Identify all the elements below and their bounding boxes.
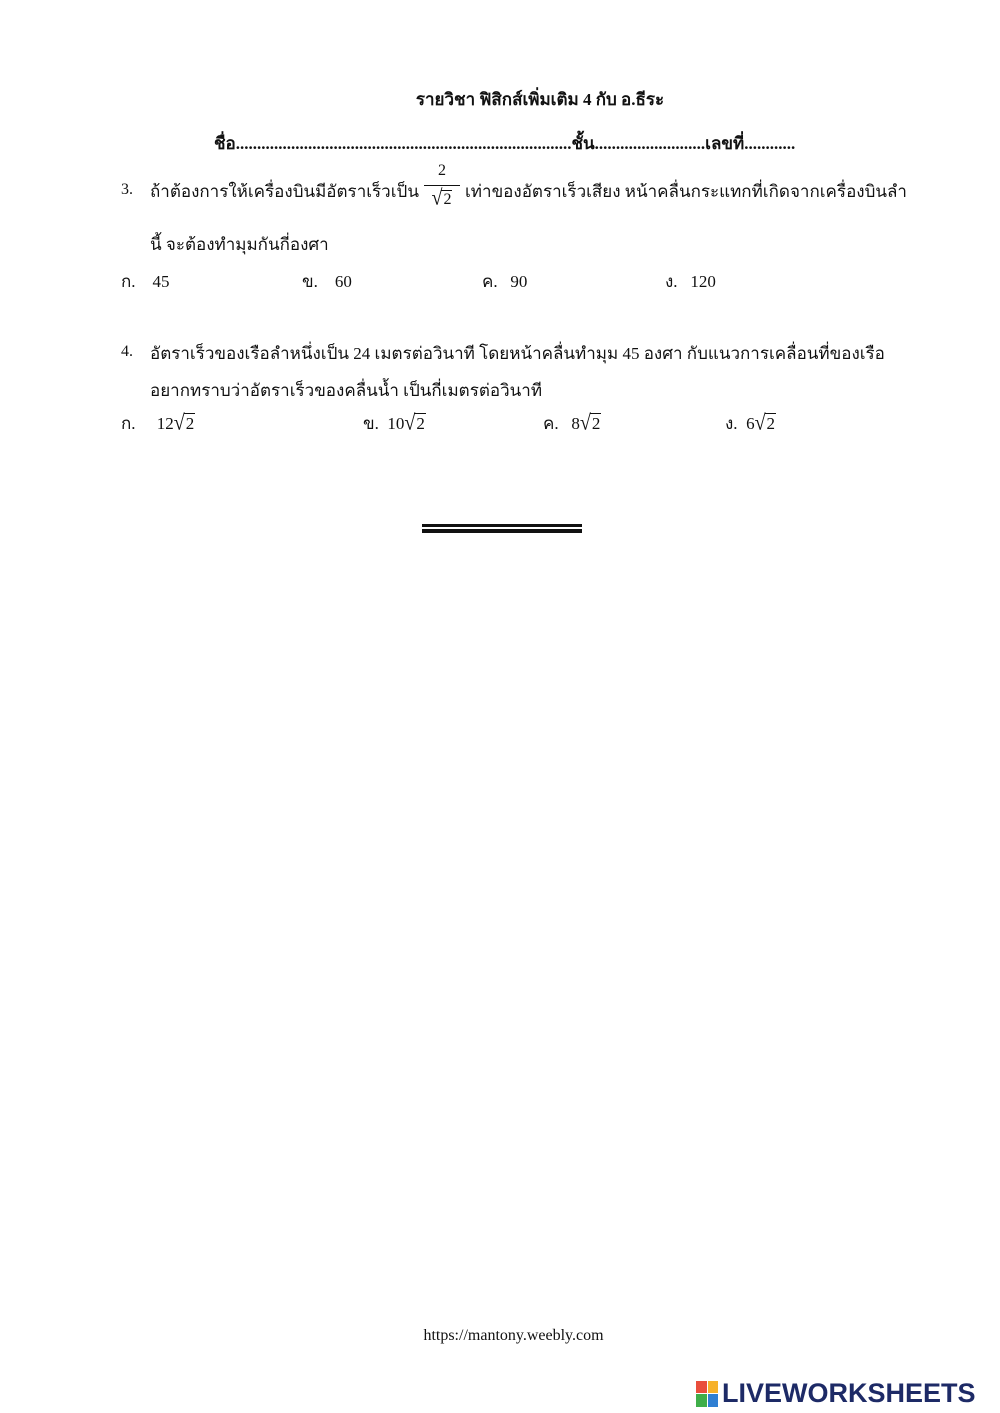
question-4-option-c[interactable] xyxy=(543,410,601,437)
option-label: ง. xyxy=(725,414,738,433)
question-3-text-before: ถ้าต้องการให้เครื่องบินมีอัตราเร็วเป็น xyxy=(150,182,419,201)
question-3-option-d[interactable] xyxy=(665,268,716,295)
question-4-option-a[interactable] xyxy=(121,410,195,437)
logo-tile xyxy=(708,1394,719,1407)
option-label: ค. xyxy=(543,414,559,433)
question-4-line-2: อยากทราบว่าอัตราเร็วของคลื่นน้ำ เป็นกี่เมตรต่อวินาที xyxy=(150,381,543,400)
sqrt-symbol xyxy=(404,410,425,436)
liveworksheets-brand[interactable] xyxy=(696,1378,976,1409)
worksheet-title: รายวิชา ฟิสิกส์เพิ่มเติม 4 กับ อ.ธีระ xyxy=(415,90,665,109)
option-coefficient: 6 xyxy=(746,414,755,433)
sqrt-symbol xyxy=(579,410,601,436)
question-4-number: 4. xyxy=(121,343,133,360)
radicand: 2 xyxy=(185,414,195,433)
sqrt-symbol xyxy=(173,410,195,436)
radical-sign: √ xyxy=(579,410,591,436)
option-value: 60 xyxy=(334,272,352,291)
question-3-text-after: เท่าของอัตราเร็วเสียง หน้าคลื่นกระแทกที่เกิดจากเครื่องบินลำ xyxy=(465,182,907,201)
question-3-option-c[interactable] xyxy=(482,268,527,295)
sqrt-symbol xyxy=(754,410,776,436)
option-label: ก. xyxy=(121,414,136,433)
option-value: 90 xyxy=(510,272,528,291)
double-divider xyxy=(422,524,582,533)
question-4-option-d[interactable] xyxy=(725,410,776,437)
brand-name: LIVEWORKSHEETS xyxy=(722,1378,976,1408)
question-4-option-b[interactable] xyxy=(363,410,426,437)
question-3-option-b[interactable] xyxy=(302,268,352,295)
question-3-option-a[interactable] xyxy=(121,268,170,295)
option-coefficient: 10 xyxy=(387,414,405,433)
option-label: ค. xyxy=(482,272,498,291)
logo-tile xyxy=(708,1381,719,1394)
question-3-number: 3. xyxy=(121,181,133,198)
radical-sign: √ xyxy=(404,410,416,436)
divider-line-bottom xyxy=(422,529,582,533)
liveworksheets-logo-icon xyxy=(696,1381,718,1407)
student-info-line: ชื่อ...............................................................................ชั้น..........................เลขที่............ xyxy=(214,134,796,153)
option-label: ข. xyxy=(302,272,318,291)
footer-url: https://mantony.weebly.com xyxy=(423,1327,604,1344)
question-3-fraction xyxy=(424,160,460,212)
logo-tile xyxy=(696,1381,707,1394)
divider-line-top xyxy=(422,524,582,527)
fraction-numerator: 2 xyxy=(438,162,446,179)
radicand: 2 xyxy=(443,191,452,208)
radical-sign: √ xyxy=(754,410,766,436)
radicand: 2 xyxy=(591,414,601,433)
radicand: 2 xyxy=(416,414,425,433)
logo-tile xyxy=(696,1394,707,1407)
radicand: 2 xyxy=(766,414,776,433)
option-coefficient: 8 xyxy=(571,414,580,433)
option-coefficient: 12 xyxy=(156,414,174,433)
option-label: ก. xyxy=(121,272,136,291)
question-3-line-2: นี้ จะต้องทำมุมกันกี่องศา xyxy=(150,235,329,254)
radical-sign: √ xyxy=(431,185,443,211)
fraction-denominator xyxy=(424,185,460,212)
option-label: ง. xyxy=(665,272,678,291)
question-4-line-1: อัตราเร็วของเรือลำหนึ่งเป็น 24 เมตรต่อวินาที โดยหน้าคลื่นทำมุม 45 องศา กับแนวการเคลื่อนที่ของเรือ xyxy=(150,344,885,363)
radical-sign: √ xyxy=(173,410,185,436)
option-value: 120 xyxy=(690,272,716,291)
sqrt-symbol xyxy=(431,185,453,212)
option-value: 45 xyxy=(152,272,170,291)
option-label: ข. xyxy=(363,414,379,433)
